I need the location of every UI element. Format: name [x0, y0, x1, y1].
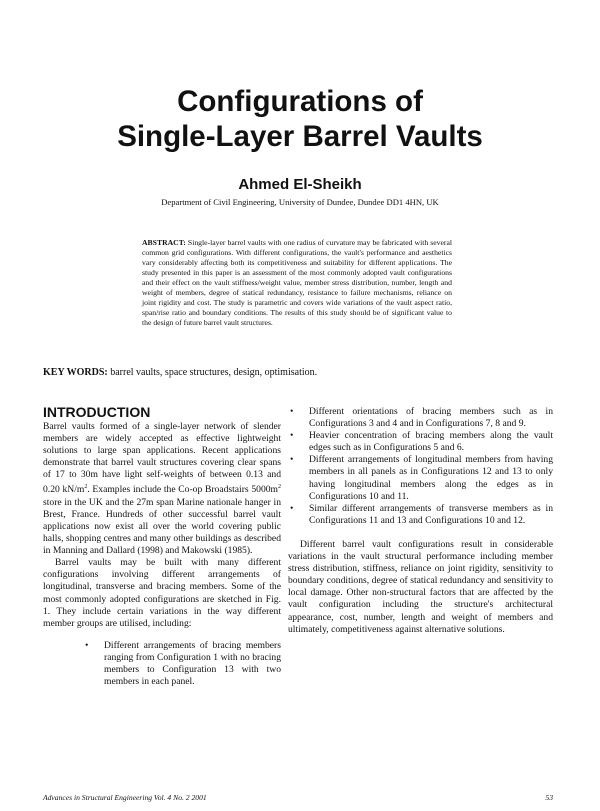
list-item-text: Heavier concentration of bracing members along the vault edges such as in Configurations 5 and 6.: [309, 430, 553, 454]
right-column: [288, 406, 553, 636]
author-name: Ahmed El-Sheikh: [238, 176, 362, 193]
list-item: [288, 503, 553, 527]
abstract-text: Single-layer barrel vaults with one radius of curvature may be fabricated with several common grid configurations. With different configurations, the vault's performance and aesthetics vary considerably affecting both its competitiveness and suitability for different applications. The study presented in this paper is an assessment of the most commonly adopted vault configurations and their effect on the vault stiffness/weight value, member stress distribution, number, length and weight of members, degree of statical redundancy, resistance to failure mechanisms, reliance on joint rigidity and cost. The study is parametric and covers wide variations of the vault aspect ratio, span/rise ratio and boundary conditions. The results of this study should be of significant value to the design of future barrel vault structures.: [142, 238, 453, 327]
list-item: [288, 406, 553, 430]
list-item: [288, 430, 553, 454]
introduction-heading: INTRODUCTION: [43, 404, 151, 420]
intro-paragraph-1-part-b: . Examples include the Co-op Broadstairs 5000m: [87, 484, 278, 496]
list-item: [43, 640, 281, 688]
bullet-icon: •: [290, 502, 294, 514]
title-line-2: Single-Layer Barrel Vaults: [117, 120, 483, 153]
intro-paragraph-1-part-c: store in the UK and the 27m span Marine nationale hanger in Brest, France. Hundreds of other successful barrel vault applications now exist all over the world covering public halls, shopping centres and many other buildings as described in Manning and Dallard (1998) and Makowski (1985).: [43, 496, 281, 557]
list-item: [288, 454, 553, 502]
footer-journal: Advances in Structural Engineering Vol. 4 No. 2 2001: [43, 793, 207, 802]
left-column: [43, 404, 281, 688]
bullet-list-left: [43, 640, 281, 688]
paper-title: [0, 84, 600, 154]
intro-paragraph-1: [43, 421, 281, 557]
bullet-icon: •: [290, 406, 294, 417]
list-item-text: Different arrangements of longitudinal members from having members in all panels as in Configurations 12 and 13 to only having longitudinal members along the edges as in Configurations 10 and 11.: [309, 454, 553, 502]
intro-paragraph-1-part-a: Barrel vaults formed of a single-layer network of slender members are widely accepted as effective lightweight solutions to large span applications. Recent applications demonstrate that barrel vault structures covering clear spans of 17 to 30m have light self-weights of between 0.13 and 0.20 kN/m: [43, 421, 281, 496]
keywords-label: KEY WORDS:: [43, 367, 108, 378]
intro-paragraph-2: Barrel vaults may be built with many different configurations involving different arrangements of longitudinal, transverse and bracing members. Some of the most commonly adopted configurations are sketched in Fig. 1. They include certain variations in the way different member groups are utilised, including:: [43, 557, 281, 629]
bullet-icon: •: [85, 639, 89, 651]
bullet-icon: •: [290, 454, 294, 466]
intro-paragraph-3: Different barrel vault configurations result in considerable variations in the vault structural performance including member stress distribution, stiffness, reliance on joint rigidity, sensitivity to boundary conditions, degree of statical redundancy and sensitivity to local damage. Other non-structural factors that are affected by the vault configuration including the structure's architectural appearance, cost, number, length and weight of members and ultimately, competitiveness against alternative solutions.: [288, 538, 553, 635]
abstract-label: ABSTRACT:: [142, 238, 186, 247]
superscript: 2: [278, 484, 281, 491]
title-line-1: Configurations of: [177, 85, 423, 118]
superscript: 2: [84, 484, 88, 491]
bullet-list-right: [288, 406, 553, 527]
author-affiliation: Department of Civil Engineering, University of Dundee, Dundee DD1 4HN, UK: [161, 197, 439, 207]
keywords: [43, 367, 563, 378]
list-item-text: Different arrangements of bracing members ranging from Configuration 1 with no bracing members to Configuration 13 with two members in each panel.: [104, 639, 281, 688]
list-item-text: Different orientations of bracing members such as in Configurations 3 and 4 and in Configurations 7, 8 and 9.: [309, 406, 553, 430]
bullet-icon: •: [290, 430, 294, 442]
footer-page-number: 53: [545, 793, 553, 802]
abstract: [142, 238, 452, 328]
list-item-text: Similar different arrangements of transverse members as in Configurations 11 and 13 and Configurations 10 and 12.: [309, 502, 553, 526]
keywords-text: barrel vaults, space structures, design, optimisation.: [110, 367, 318, 378]
